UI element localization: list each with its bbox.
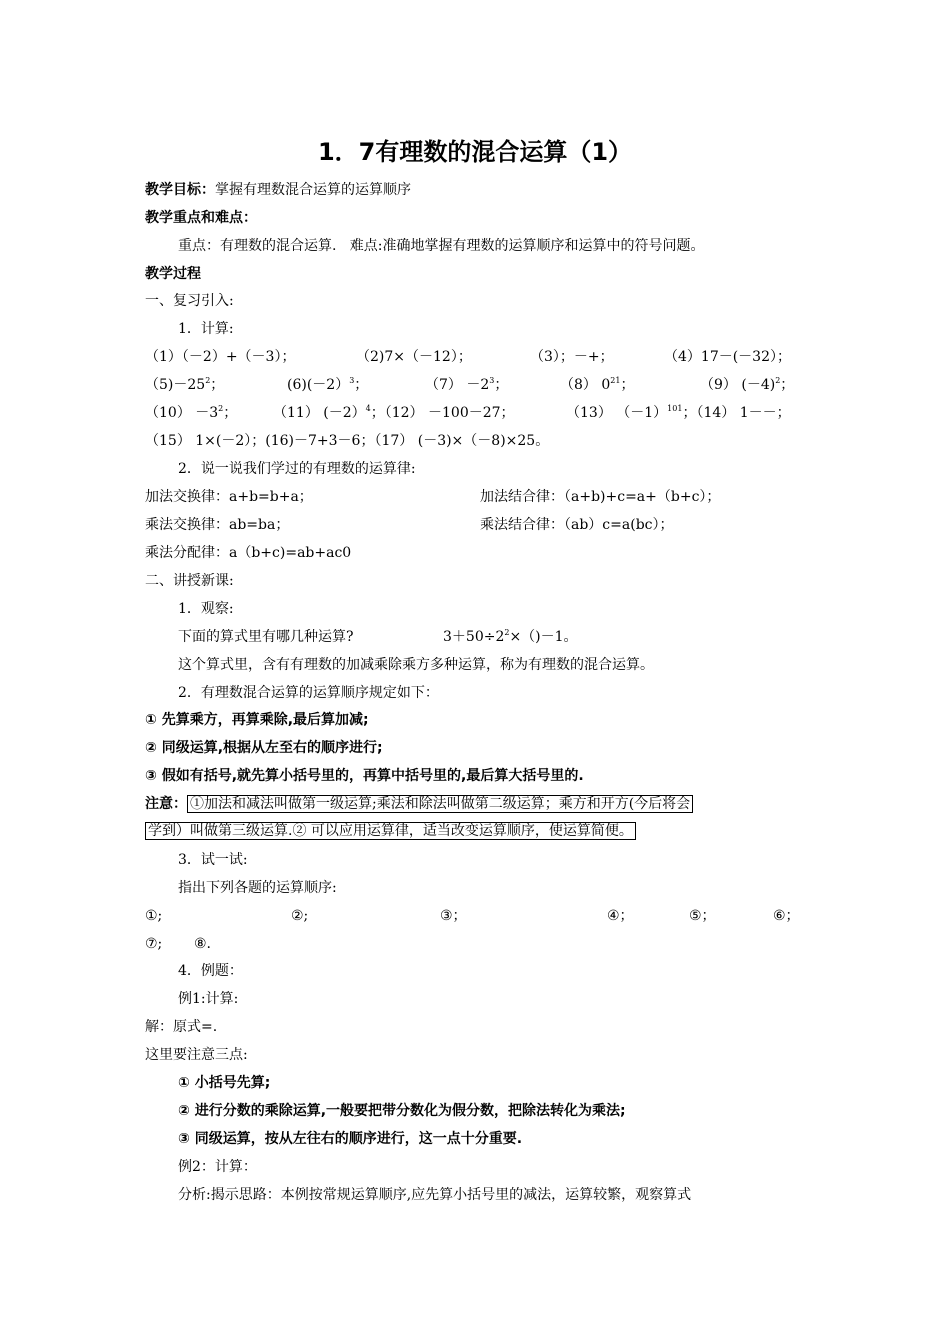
teaching-goal [145,181,411,199]
law-add-commutative: 加法交换律：a+b=b+a； [145,489,313,505]
example-2: 例2：计算： [178,1159,257,1175]
try-item: ①; [145,908,163,924]
calc-item: （11） (－2）$^4$；（12） －100－27； [273,404,515,421]
try-item: ⑧. [194,936,212,952]
order-rule: ③ 假如有括号,就先算小括号里的，再算中括号里的,最后算大括号里的. [145,768,584,784]
point-item: ③ 同级运算，按从左往右的顺序进行，这一点十分重要. [178,1131,523,1147]
analysis-text: 分析:揭示思路：本例按常规运算顺序,应先算小括号里的减法，运算较繁，观察算式 [178,1187,692,1203]
goal-text: 掌握有理数混合运算的运算顺序 [215,182,411,198]
try-item: ③； [440,908,467,924]
solution: 解：原式=. [145,1019,218,1035]
note-line-1 [145,795,693,813]
observe-question: 下面的算式里有哪几种运算? [178,629,354,645]
process-label: 教学过程 [145,266,201,282]
calc-item: (6)(－2）$^3$； [287,376,369,393]
three-points-heading: 这里要注意三点: [145,1047,248,1063]
order-heading: 2．有理数混合运算的运算顺序规定如下： [178,685,439,701]
calc-item: （9） $(-4)^2$； [700,376,795,393]
order-rule: ① 先算乘方，再算乘除,最后算加减; [145,712,369,728]
goal-label: 教学目标： [145,182,215,198]
note-box-1: ①加法和减法叫做第一级运算;乘法和除法叫做第二级运算；乘方和开方(今后将会 [187,795,693,813]
key-points-text: 重点：有理数的混合运算. 难点:准确地掌握有理数的运算顺序和运算中的符号问题。 [178,238,705,254]
try-item: ⑥； [773,908,800,924]
note-line-2 [145,822,636,840]
calc-item: （4）17－(－32）； [664,349,791,365]
example-1: 例1:计算: [178,991,239,1007]
calc-item: $(5)-25^2$； [145,376,225,393]
law-mul-commutative: 乘法交换律：ab=ba； [145,517,290,533]
law-distributive: 乘法分配律：a（b+c)=ab+ac0 [145,545,352,561]
calc-item: （3）；－+； [530,349,614,365]
section-1-heading: 一、复习引入: [145,293,234,309]
calc-item: （15） 1×(－2）；(16)－7+3－6；（17） (－3)×（－8)×25。 [145,433,550,449]
calc-item: （8） $0^{21}$； [560,376,635,393]
calc-item: （13） $(-1)^{101}$；（14） 1－－； [566,404,791,421]
observe-text: 这个算式里，含有有理数的加减乘除乘方多种运算，称为有理数的混合运算。 [178,657,654,673]
calc-heading: 1．计算: [178,321,234,337]
laws-heading: 2．说一说我们学过的有理数的运算律: [178,461,416,477]
calc-item: （1）（－2）+（－3）； [145,349,296,365]
key-points-label: 教学重点和难点： [145,210,257,226]
point-item: ① 小括号先算; [178,1075,271,1091]
calc-item: （2)7×（－12）； [356,349,472,365]
observe-expression: $3+50\div 2^2\times()-1$。 [443,628,578,645]
try-item: ④； [607,908,634,924]
examples-heading: 4．例题： [178,963,243,979]
try-text: 指出下列各题的运算顺序: [178,880,337,896]
section-2-heading: 二、讲授新课: [145,573,234,589]
point-item: ② 进行分数的乘除运算,一般要把带分数化为假分数，把除法转化为乘法; [178,1103,626,1119]
observe-heading: 1．观察: [178,601,234,617]
try-item: ⑦; [145,936,163,952]
calc-item: $(7) -2^3$； [425,376,509,393]
calc-item: $(10) -3^2$； [145,404,238,421]
law-mul-associative: 乘法结合律：（ab）c=a(bc）； [480,517,674,533]
order-rule: ② 同级运算,根据从左至右的顺序进行; [145,740,383,756]
try-item: ⑤； [689,908,716,924]
note-box-2: 学到）叫做第三级运算.② 可以应用运算律，适当改变运算顺序，使运算简便。 [145,822,636,840]
law-add-associative: 加法结合律：（a+b)+c=a+（b+c）； [480,489,721,505]
note-label: 注意： [145,796,187,812]
try-item: ②; [291,908,309,924]
try-heading: 3．试一试: [178,852,248,868]
page-title: 1．7有理数的混合运算（1） [317,138,633,166]
